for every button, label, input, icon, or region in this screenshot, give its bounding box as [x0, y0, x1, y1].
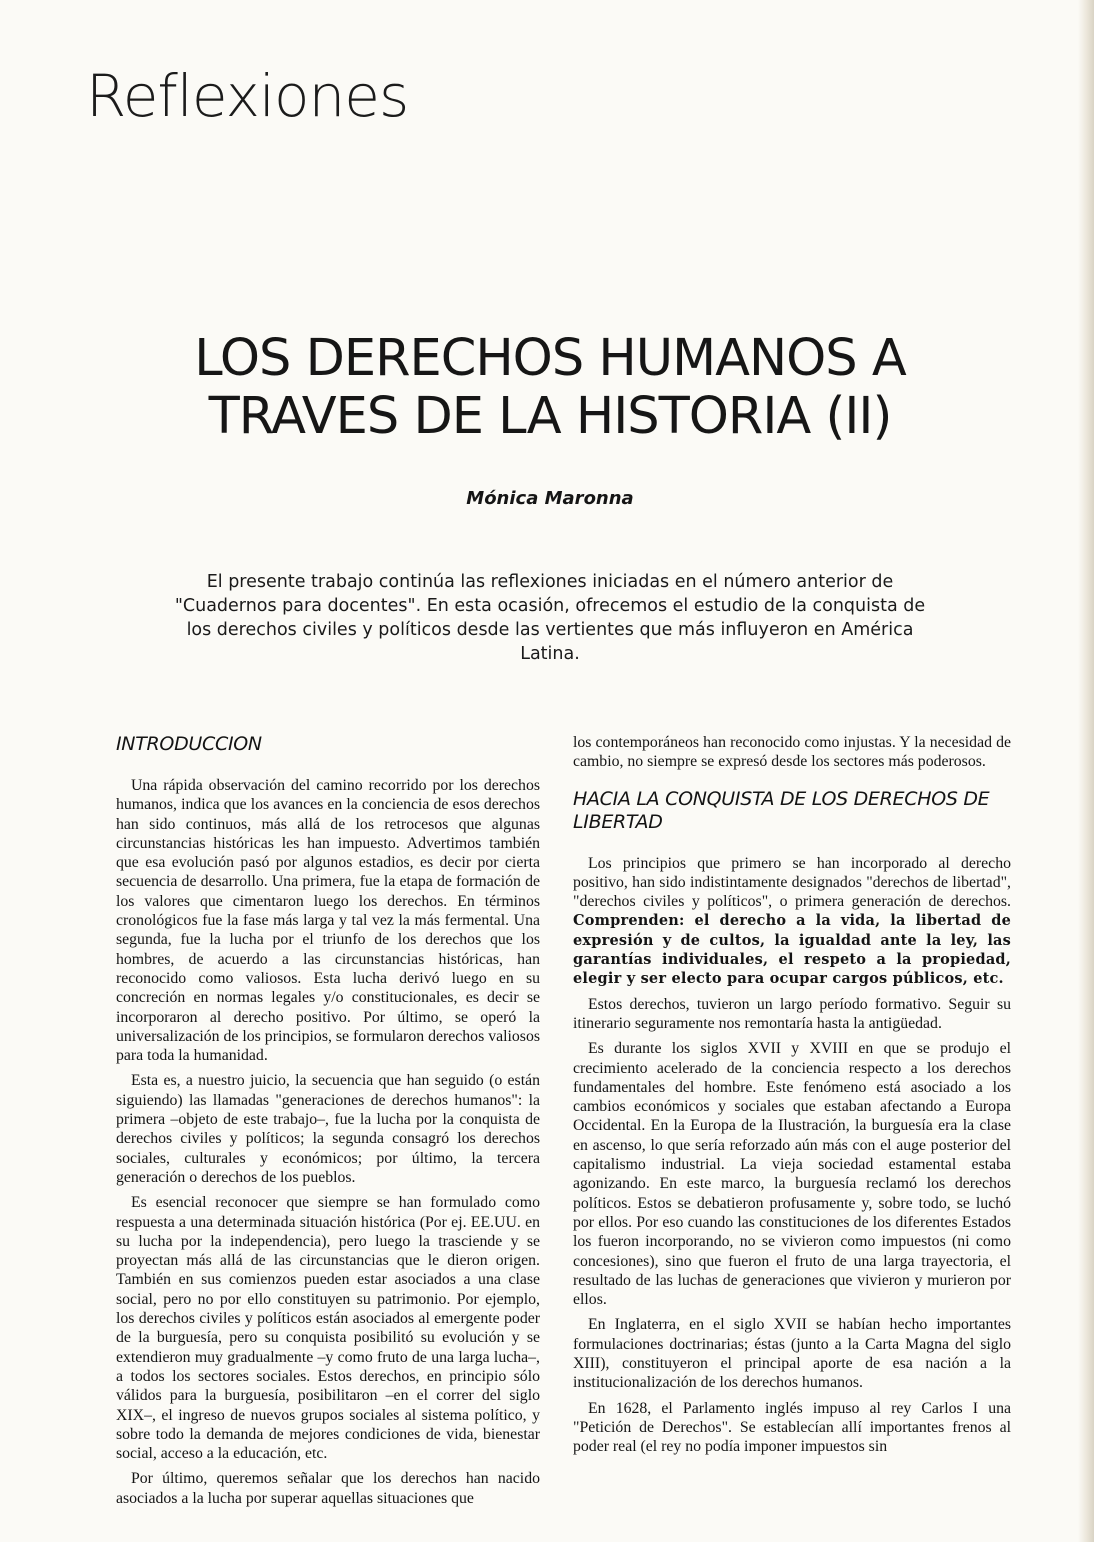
left-column — [116, 733, 540, 1508]
paragraph: los contemporáneos han reconocido como injustas. Y la necesidad de cambio, no siempre se expresó desde los sectores más poderosos. — [573, 734, 1011, 771]
paragraph: Una rápida observación del camino recorrido por los derechos humanos, indica que los avances en la conciencia de esos derechos han sido continuos, más allá de los retrocesos que algunas circunstancias históricas les han impuesto. Advertimos también que esa evolución pasó por algunos estadios, es decir por cierta secuencia de desarrollo. Una primera, fue la etapa de formación de los valores que cimentaron luego los derechos. En términos cronológicos fue la fase más larga y tal vez la más fermental. Una segunda, fue la lucha por el triunfo de los derechos que los hombres, de acuerdo a las circunstancias históricas, han reconocido como valiosos. Esta lucha derivó luego en su concreción en normas legales y/o constitucionales, es decir se incorporaron al derecho positivo. Por último, se operó la universalización de los principios, se formularon derechos valiosos para toda la humanidad. — [116, 777, 540, 1065]
paragraph: Esta es, a nuestro juicio, la secuencia que han seguido (o están siguiendo) las llamadas "generaciones de derechos humanos": la primera –objeto de este trabajo–, fue la lucha por la conquista de derechos civiles y políticos; la segunda consagró los derechos sociales, culturales y económicos; por último, la tercera generación o derechos de los pueblos. — [116, 1072, 540, 1186]
article-title-line-2: TRAVES DE LA HISTORIA (II) — [208, 387, 892, 446]
paragraph: Es durante los siglos XVII y XVIII en que se produjo el crecimiento acelerado de la conciencia respecto a los derechos fundamentales del hombre. Este fenómeno está asociado a los cambios económicos y sociales que estaban afectando a Europa Occidental. En la Europa de la Ilustración, la burguesía era la clase en ascenso, lo que sería reforzado aún más con el auge posterior del capitalismo industrial. La vieja sociedad estamental estaba agonizando. En este marco, la burguesía reclamó los derechos políticos. Estos se debatieron profusamente y, sobre todo, se luchó por ellos. Por eso cuando las constituciones de los diferentes Estados los fueron incorporando, no se vivieron como impuestos (ni como concesiones), sino que fueron el fruto de una larga trayectoria, el resultado de las luchas de generaciones que vivieron y murieron por ellos. — [573, 1040, 1011, 1309]
paragraph-derechos-libertad — [573, 854, 1011, 989]
page-edge-shadow — [1078, 0, 1094, 1542]
paragraph: En 1628, el Parlamento inglés impuso al rey Carlos I una "Petición de Derechos". Se establecían allí importantes frenos al poder real (el rey no podía imponer impuestos sin — [573, 1399, 1011, 1456]
section-header: Reflexiones — [86, 62, 409, 130]
article-author: Mónica Maronna — [466, 488, 634, 509]
paragraph-text: Los principios que primero se han incorporado al derecho positivo, han sido indistintamente designados "derechos de libertad", "derechos civiles y políticos", o primera generación de derechos. — [573, 854, 1011, 911]
paragraph: Es esencial reconocer que siempre se han formulado como respuesta a una determinada situación histórica (Por ej. EE.UU. en su lucha por la independencia), pero luego la trasciende y se proyectan más allá de las circunstancias que le dieron origen. También en sus comienzos pueden estar asociados a una clase social, pero no por ello constituyen su patrimonio. Por ejemplo, los derechos civiles y políticos están asociados al emergente poder de la burguesía, pero su conquista posibilitó su evolución y se extendieron muy gradualmente –y como fruto de una larga lucha–, a todos los sectores sociales. Estos derechos, en principio sólo válidos para la burguesía, posibilitaron –en el correr del siglo XIX–, el ingreso de nuevos grupos sociales al sistema político, y sobre todo la demanda de mejores condiciones de vida, bienestar social, acceso a la educación, etc. — [116, 1194, 540, 1463]
paragraph: Por último, queremos señalar que los derechos han nacido asociados a la lucha por superar aquellas situaciones que — [116, 1470, 540, 1507]
heading-conquista-derechos-libertad: HACIA LA CONQUISTA DE LOS DERECHOS DE LIBERTAD — [573, 787, 990, 833]
paragraph: En Inglaterra, en el siglo XVII se habían hecho importantes formulaciones doctrinarias; éstas (junto a la Carta Magna del siglo XIII), constituyeron el principal aporte de esa nación a la institucionalización de los derechos humanos. — [573, 1316, 1011, 1392]
right-column — [573, 733, 1011, 1457]
heading-introduccion: INTRODUCCION — [116, 733, 262, 755]
article-title-line-1: LOS DERECHOS HUMANOS A — [194, 329, 906, 388]
paragraph: Estos derechos, tuvieron un largo período formativo. Seguir su itinerario seguramente nos remontaría hasta la antigüedad. — [573, 995, 1011, 1032]
rights-list-bold: Comprenden: el derecho a la vida, la libertad de expresión y de cultos, la igualdad ante la ley, las garantías individuales, el respeto a la propiedad, elegir y ser electo para ocupar cargos públicos, etc. — [573, 912, 1011, 988]
article-title — [100, 330, 1000, 446]
article-abstract: El presente trabajo continúa las reflexiones iniciadas en el número anterior de "Cuadernos para docentes". En esta ocasión, ofrecemos el estudio de la conquista de los derechos civiles y políticos desde las vertientes que más influyeron en América Latina. — [174, 572, 926, 664]
